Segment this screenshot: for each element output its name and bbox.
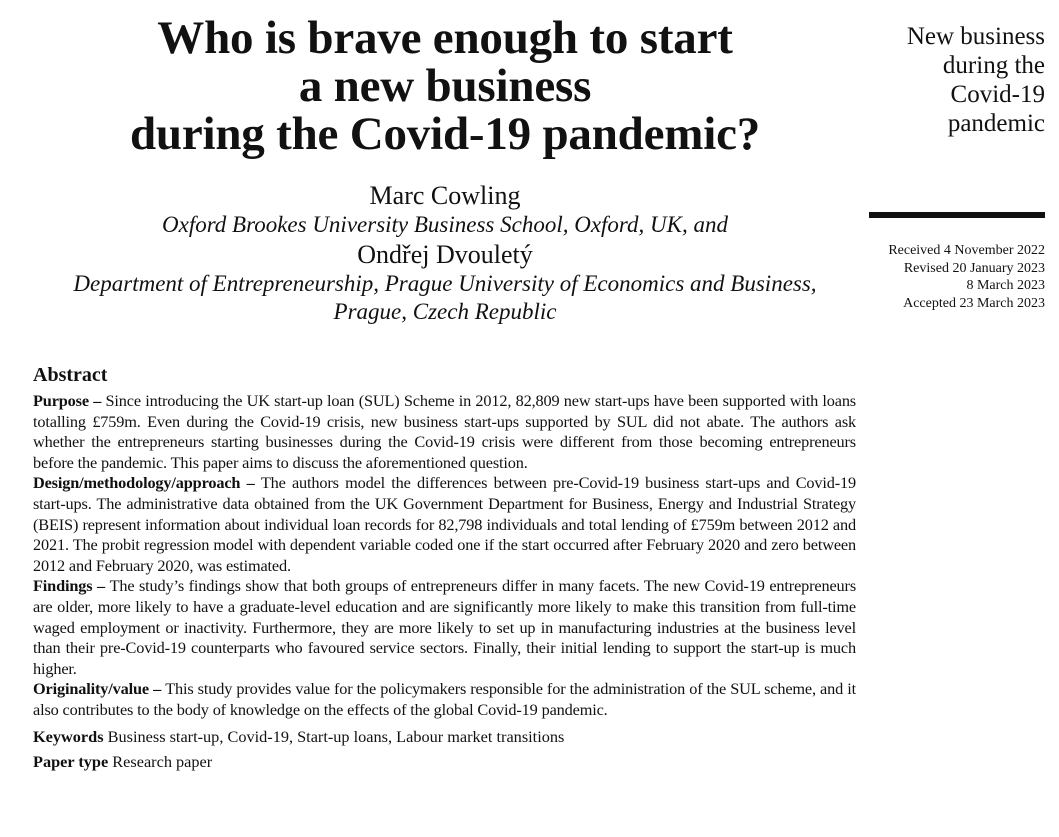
author-name: Marc Cowling [369,181,521,210]
title-line: a new business [298,60,592,112]
revised-date-2: 8 March 2023 [966,278,1045,293]
section-text: The authors model the differences between pre-Covid-19 business start-ups and Covid-19 start-ups. The administrative data obtained from the UK Government Department for Business, Energy and Industrial Strategy (BEIS) represent information about individual loan records for 82,798 individuals and total lending of £759m between 2012 and 2021. The probit regression model with dependent variable coded one if the start occurred after February 2020 and zero between 2012 and February 2020, was estimated. [33,473,856,575]
sidebar-divider [869,212,1045,218]
abstract [33,362,856,773]
abstract-findings [33,576,856,679]
author-affiliation [20,211,870,239]
abstract-heading: Abstract [33,364,108,386]
article-title [40,14,850,158]
running-title-line: New business [906,23,1045,50]
section-text: This study provides value for the policymakers responsible for the administration of the SUL scheme, and it also contributes to the body of knowledge on the effects of the global Covid-19 pandemic. [33,679,856,719]
submission-dates [825,242,1045,312]
paper-type-text: Research paper [112,752,213,772]
paper-type-label: Paper type [33,752,109,772]
affiliation-line: Oxford Brookes University Business School, Oxford, UK, and [162,212,728,237]
keywords-text: Business start-up, Covid-19, Start-up loans, Labour market transitions [107,726,565,746]
affiliation-line: Department of Entrepreneurship, Prague University of Economics and Business, [73,271,817,296]
keywords-label: Keywords [33,726,104,746]
running-title-line: pandemic [947,110,1045,137]
affiliation-line: Prague, Czech Republic [333,299,557,324]
accepted-date: Accepted 23 March 2023 [903,295,1045,311]
abstract-originality [33,679,856,720]
keywords [33,727,856,748]
running-title-line: during the [942,52,1045,79]
section-text: Since introducing the UK start-up loan (SUL) Scheme in 2012, 82,809 new start-ups have been supported with loans totalling £759m. Even during the Covid-19 crisis, new business start-ups supported by SUL did not abate. The authors ask whether the entrepreneurs starting businesses during the Covid-19 crisis were different from those becoming entrepreneurs before the pandemic. This paper aims to discuss the aforementioned question. [33,391,856,472]
running-title [825,22,1045,138]
title-line: during the Covid-19 pandemic? [129,108,761,160]
section-label: Findings – [33,576,110,596]
section-label: Design/methodology/approach – [33,473,261,493]
abstract-purpose [33,391,856,473]
received-date: Received 4 November 2022 [888,243,1045,258]
section-label: Purpose – [33,391,106,410]
author-name: Ondřej Dvouletý [357,240,533,269]
revised-date: Revised 20 January 2023 [903,260,1045,276]
paper-type [33,752,856,773]
title-line: Who is brave enough to start [157,12,733,64]
abstract-design [33,473,856,576]
running-title-line: Covid-19 [950,81,1045,108]
section-label: Originality/value – [33,679,166,699]
section-text: The study’s findings show that both groups of entrepreneurs differ in many facets. The new Covid-19 entrepreneurs are older, more likely to have a graduate-level education and are significantly more likely to make this transition from full-time waged employment or inactivity. Furthermore, they are more likely to set up in manufacturing industries at the business level than their pre-Covid-19 counterparts who favoured service sectors. Finally, their initial lending to support the start-up is much higher. [33,576,857,678]
author-block [20,180,870,326]
author-affiliation [20,270,870,326]
